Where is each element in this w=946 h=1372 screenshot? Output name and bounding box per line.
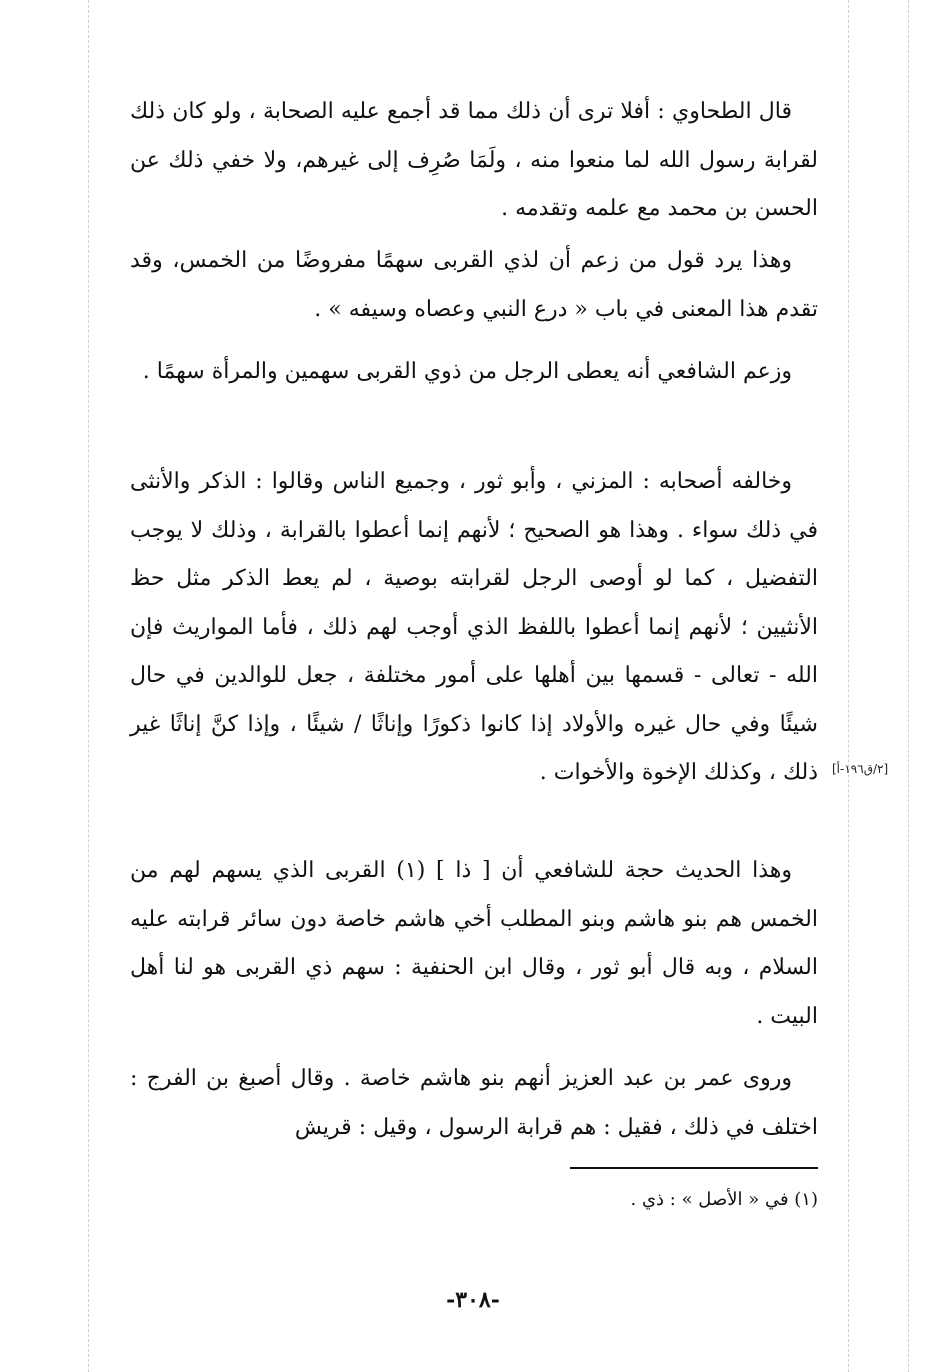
manuscript-folio-note: [٢/ق١٩٦-أ] bbox=[832, 762, 889, 776]
footnote-divider bbox=[570, 1167, 818, 1169]
paragraph-hadith bbox=[130, 847, 818, 1041]
paragraph-shafii bbox=[130, 348, 818, 397]
paragraph-tahawi bbox=[130, 88, 818, 234]
paragraph-text: وروى عمر بن عبد العزيز أنهم بنو هاشم خاصة . وقال أصبغ بن الفرج : اختلف في ذلك ، فقيل : هم قرابة الرسول ، وقيل : قريش bbox=[130, 1066, 818, 1140]
paragraph-refutation bbox=[130, 237, 818, 334]
scan-guide-line bbox=[848, 0, 849, 1372]
page-number: -٣٠٨- bbox=[446, 1287, 500, 1313]
footnote: (١) في « الأصل » : ذي . bbox=[630, 1189, 818, 1210]
paragraph-text: وهذا الحديث حجة للشافعي أن [ ذا ] (١) القربى الذي يسهم لهم من الخمس هم بنو هاشم وبنو المطلب أخي هاشم خاصة دون سائر قرابته عليه السلام ، وبه قال أبو ثور ، وقال ابن الحنفية : سهم ذي القربى هو لنا أهل البيت . bbox=[130, 858, 818, 1029]
paragraph-umar bbox=[130, 1055, 818, 1152]
paragraph-text: وخالفه أصحابه : المزني ، وأبو ثور ، وجميع الناس وقالوا : الذكر والأنثى في ذلك سواء . وهذا هو الصحيح ؛ لأنهم إنما أعطوا بالقرابة ، وذلك لا يوجب التفضيل ، كما لو أوصى الرجل لقرابته بوصية ، لم يعط الذكر مثل حظ الأنثيين ؛ لأنهم إنما أعطوا باللفظ الذي أوجب لهم ذلك ، فأما المواريث فإن الله - تعالى - قسمها بين أهلها على أمور مختلفة ، جعل للوالدين في حال شيئًا وفي حال غيره والأولاد إذا كانوا ذكورًا وإناثًا / شيئًا ، وإذا كنَّ إناثًا غير ذلك ، وكذلك الإخوة والأخوات . bbox=[130, 469, 818, 785]
scan-guide-line bbox=[908, 0, 909, 1372]
paragraph-companions bbox=[130, 458, 818, 798]
paragraph-text: وزعم الشافعي أنه يعطى الرجل من ذوي القربى سهمين والمرأة سهمًا . bbox=[142, 359, 792, 384]
paragraph-text: قال الطحاوي : أفلا ترى أن ذلك مما قد أجمع عليه الصحابة ، ولو كان ذلك لقرابة رسول الله لما منعوا منه ، ولَمَا صُرِف إلى غيرهم، ولا خفي ذلك عن الحسن بن محمد مع علمه وتقدمه . bbox=[130, 99, 818, 221]
scan-guide-line bbox=[88, 0, 89, 1372]
paragraph-text: وهذا يرد قول من زعم أن لذي القربى سهمًا مفروضًا من الخمس، وقد تقدم هذا المعنى في باب « درع النبي وعصاه وسيفه » . bbox=[130, 248, 818, 322]
